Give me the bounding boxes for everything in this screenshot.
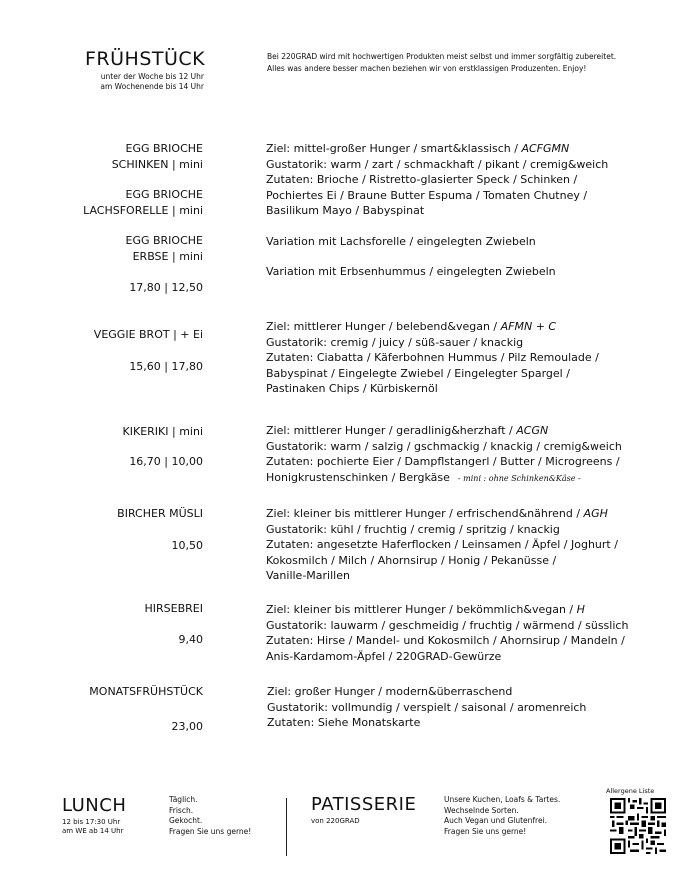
desc-target: Ziel: kleiner bis mittlerer Hunger / bekömmlich&vegan / — [266, 603, 577, 616]
desc-line: Zutaten: Siehe Monatskarte — [267, 716, 421, 729]
lunch-info-line: Gekocht. — [169, 816, 203, 825]
desc-line: Zutaten: Brioche / Ristretto-glasierter Speck / Schinken / — [266, 173, 578, 186]
desc-target: Ziel: mittlerer Hunger / geradlinig&herzhaft / — [266, 424, 517, 437]
item-name-line: LACHSFORELLE | mini — [83, 204, 203, 217]
lunch-hours-weekday: 12 bis 17:30 Uhr — [62, 818, 121, 826]
item-name-kikeriki: KIKERIKI | mini — [122, 425, 203, 438]
item-price-monatsfruehstueck: 23,00 — [171, 720, 203, 733]
patisserie-title: PATISSERIE — [311, 794, 417, 815]
desc-target: Ziel: mittlerer Hunger / belebend&vegan / — [266, 320, 501, 333]
patisserie-info-line: Unsere Kuchen, Loafs & Tartes. — [444, 795, 561, 804]
desc-line — [266, 141, 608, 157]
desc-line: Pochiertes Ei / Braune Butter Espuma / Tomaten Chutney / — [266, 188, 588, 202]
desc-line: Pastinaken Chips / Kürbiskernöl — [266, 382, 438, 395]
lunch-info-line: Täglich. — [169, 795, 198, 804]
item-desc-veggie-brot — [266, 319, 599, 397]
desc-line: Gustatorik: vollmundig / verspielt / saisonal / aromenreich — [267, 700, 587, 714]
desc-line: Zutaten: pochierte Eier / Dampflstangerl / Butter / Microgreens / — [266, 455, 620, 468]
allergen-codes: AFMN + C — [500, 320, 557, 333]
desc-line — [266, 423, 622, 439]
patisserie-subtitle: von 220GRAD — [311, 817, 360, 825]
allergen-codes: H — [576, 603, 585, 616]
lunch-hours-weekend: am WE ab 14 Uhr — [62, 827, 124, 835]
allergen-codes: ACFGMN — [521, 142, 570, 155]
desc-line: Zutaten: angesetzte Haferflocken / Leinsamen / Äpfel / Joghurt / — [266, 538, 618, 551]
item-name-monatsfruehstueck: MONATSFRÜHSTÜCK — [89, 685, 203, 698]
desc-line: Ziel: großer Hunger / modern&überraschend — [267, 685, 513, 698]
patisserie-info — [444, 795, 560, 837]
page-title: FRÜHSTÜCK — [85, 48, 206, 70]
mini-note: - mini : ohne Schinken&Käse - — [457, 473, 581, 483]
lunch-hours — [62, 818, 123, 836]
item-name-hirsebrei: HIRSEBREI — [144, 602, 203, 615]
desc-line: Gustatorik: cremig / juicy / süß-sauer / knackig — [266, 335, 524, 349]
allergen-list-label: Allergene Liste — [606, 787, 655, 795]
item-name-egg-brioche-lachsforelle — [3, 187, 203, 219]
item-price-egg-brioche: 17,80 | 12,50 — [129, 281, 203, 294]
item-price-kikeriki: 16,70 | 10,00 — [129, 455, 203, 468]
item-desc-bircher-muesli — [266, 506, 618, 584]
desc-line: Zutaten: Hirse / Mandel- und Kokosmilch / Ahornsirup / Mandeln / — [266, 634, 625, 647]
item-desc-monatsfruehstueck — [267, 684, 586, 731]
patisserie-info-line: Auch Vegan und Glutenfrei. — [444, 816, 548, 825]
item-name-line: SCHINKEN | mini — [111, 158, 203, 171]
lunch-info — [169, 795, 251, 837]
lunch-title: LUNCH — [62, 795, 127, 816]
desc-line: Basilikum Mayo / Babyspinat — [266, 204, 425, 217]
desc-line — [266, 470, 622, 487]
intro-text — [267, 51, 616, 75]
desc-line — [266, 602, 628, 618]
intro-line-1: Bei 220GRAD wird mit hochwertigen Produkten meist selbst und immer sorgfältig zubereitet. — [267, 52, 617, 61]
item-desc-kikeriki — [266, 423, 622, 486]
intro-line-2: Alles was andere besser machen beziehen wir von erstklassigen Produzenten. Enjoy! — [267, 64, 587, 73]
hours-weekday: unter der Woche bis 12 Uhr — [100, 72, 204, 81]
item-name-bircher-muesli: BIRCHER MÜSLI — [117, 507, 203, 520]
desc-target: Ziel: kleiner bis mittlerer Hunger / erfrischend&nährend / — [266, 507, 584, 520]
item-price-veggie-brot: 15,60 | 17,80 — [129, 360, 203, 373]
variation-erbse: Variation mit Erbsenhummus / eingelegten Zwiebeln — [266, 265, 556, 278]
desc-line: Gustatorik: warm / zart / schmackhaft / pikant / cremig&weich — [266, 157, 609, 171]
lunch-info-line: Frisch. — [169, 805, 194, 815]
desc-line: Anis-Kardamom-Äpfel / 220GRAD-Gewürze — [266, 649, 502, 663]
footer-divider — [286, 798, 287, 856]
desc-line — [266, 319, 599, 335]
item-desc-hirsebrei — [266, 602, 628, 664]
item-price-hirsebrei: 9,40 — [178, 633, 203, 646]
desc-line: Vanille-Marillen — [266, 569, 350, 582]
item-desc-egg-brioche — [266, 141, 608, 219]
desc-line — [266, 506, 618, 522]
desc-target: Ziel: mittel-großer Hunger / smart&klassisch / — [266, 142, 522, 155]
desc-line: Kokosmilch / Milch / Ahornsirup / Honig / Pekanüsse / — [266, 553, 557, 567]
allergen-codes: ACGN — [516, 424, 549, 437]
variation-lachsforelle: Variation mit Lachsforelle / eingelegten Zwiebeln — [266, 235, 536, 248]
breakfast-hours — [60, 72, 204, 92]
qr-code-icon[interactable] — [610, 798, 666, 854]
hours-weekend: am Wochenende bis 14 Uhr — [100, 82, 204, 91]
lunch-info-line: Fragen Sie uns gerne! — [169, 826, 252, 836]
desc-line: Babyspinat / Eingelegte Zwiebel / Eingelegter Spargel / — [266, 366, 570, 380]
patisserie-info-line: Wechselnde Sorten. — [444, 805, 519, 815]
item-name-egg-brioche-erbse — [3, 233, 203, 265]
item-name-line: EGG BRIOCHE — [125, 188, 203, 201]
desc-line: Zutaten: Ciabatta / Käferbohnen Hummus / Pilz Remoulade / — [266, 351, 599, 364]
item-name-egg-brioche-schinken — [3, 141, 203, 173]
item-name-line: EGG BRIOCHE — [125, 142, 203, 155]
patisserie-info-line: Fragen Sie uns gerne! — [444, 826, 527, 836]
desc-line: Gustatorik: warm / salzig / gschmackig / knackig / cremig&weich — [266, 439, 622, 453]
item-price-bircher-muesli: 10,50 — [171, 539, 203, 552]
desc-ingredients-end: Honigkrustenschinken / Bergkäse — [266, 470, 450, 484]
item-name-line: ERBSE | mini — [132, 250, 203, 263]
desc-line: Gustatorik: kühl / fruchtig / cremig / spritzig / knackig — [266, 522, 560, 536]
desc-line: Gustatorik: lauwarm / geschmeidig / fruchtig / wärmend / süsslich — [266, 618, 629, 632]
item-name-veggie-brot: VEGGIE BROT | + Ei — [93, 328, 203, 341]
allergen-codes: AGH — [583, 507, 608, 520]
item-name-line: EGG BRIOCHE — [125, 234, 203, 247]
